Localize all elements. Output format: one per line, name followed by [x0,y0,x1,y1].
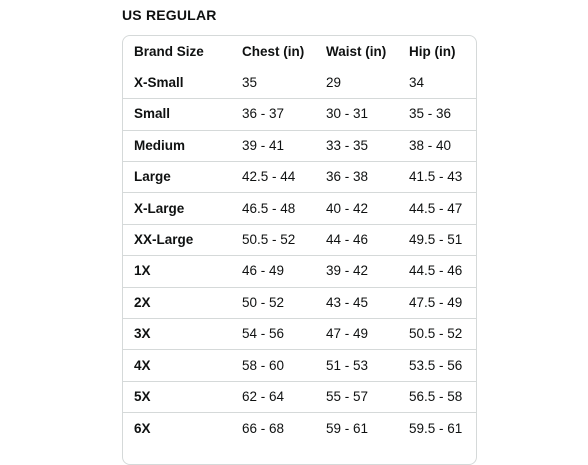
hip-cell: 41.5 - 43 [398,162,476,193]
table-body [123,67,476,444]
waist-cell: 33 - 35 [315,130,398,161]
hip-cell: 44.5 - 47 [398,193,476,224]
chest-cell: 54 - 56 [231,319,315,350]
chest-cell: 58 - 60 [231,350,315,381]
waist-cell: 55 - 57 [315,381,398,412]
table-row [123,67,476,98]
table-row [123,162,476,193]
waist-cell: 59 - 61 [315,413,398,444]
chest-cell: 46 - 49 [231,256,315,287]
brand-size-cell: 6X [123,413,231,444]
table-row [123,193,476,224]
brand-size-cell: X-Large [123,193,231,224]
brand-size-cell: Large [123,162,231,193]
waist-cell: 51 - 53 [315,350,398,381]
brand-size-cell: 2X [123,287,231,318]
brand-size-cell: XX-Large [123,224,231,255]
size-chart-table-container [122,35,477,465]
hip-cell: 56.5 - 58 [398,381,476,412]
table-row [123,350,476,381]
brand-size-cell: Medium [123,130,231,161]
chest-cell: 62 - 64 [231,381,315,412]
column-header-chest: Chest (in) [242,43,305,59]
chest-cell: 50 - 52 [231,287,315,318]
hip-cell: 47.5 - 49 [398,287,476,318]
table-row [123,319,476,350]
table-row [123,381,476,412]
hip-cell: 34 [409,74,425,90]
brand-size-cell: 5X [123,381,231,412]
size-chart-title: US REGULAR [122,7,217,23]
hip-cell: 50.5 - 52 [398,319,476,350]
hip-cell: 59.5 - 61 [398,413,476,444]
hip-cell: 44.5 - 46 [398,256,476,287]
brand-size-cell: 3X [123,319,231,350]
waist-cell: 43 - 45 [315,287,398,318]
chest-cell: 39 - 41 [231,130,315,161]
column-header-brand-size: Brand Size [134,43,204,59]
size-chart-table [123,36,476,444]
waist-cell: 29 [326,74,342,90]
hip-cell: 35 - 36 [398,99,476,130]
chest-cell: 36 - 37 [231,99,315,130]
waist-cell: 39 - 42 [315,256,398,287]
waist-cell: 36 - 38 [315,162,398,193]
waist-cell: 40 - 42 [315,193,398,224]
chest-cell: 42.5 - 44 [231,162,315,193]
table-row [123,99,476,130]
column-header-waist: Waist (in) [326,43,387,59]
chest-cell: 66 - 68 [231,413,315,444]
column-header-hip: Hip (in) [409,43,456,59]
table-row [123,413,476,444]
brand-size-cell: 4X [123,350,231,381]
brand-size-cell: 1X [123,256,231,287]
table-header-row [123,36,476,67]
waist-cell: 47 - 49 [315,319,398,350]
chest-cell: 50.5 - 52 [231,224,315,255]
hip-cell: 38 - 40 [398,130,476,161]
waist-cell: 30 - 31 [315,99,398,130]
table-row [123,256,476,287]
hip-cell: 49.5 - 51 [398,224,476,255]
table-row [123,287,476,318]
table-row [123,224,476,255]
brand-size-cell: X-Small [134,74,184,90]
chest-cell: 35 [242,74,258,90]
hip-cell: 53.5 - 56 [398,350,476,381]
waist-cell: 44 - 46 [315,224,398,255]
brand-size-cell: Small [123,99,231,130]
table-row [123,130,476,161]
chest-cell: 46.5 - 48 [231,193,315,224]
